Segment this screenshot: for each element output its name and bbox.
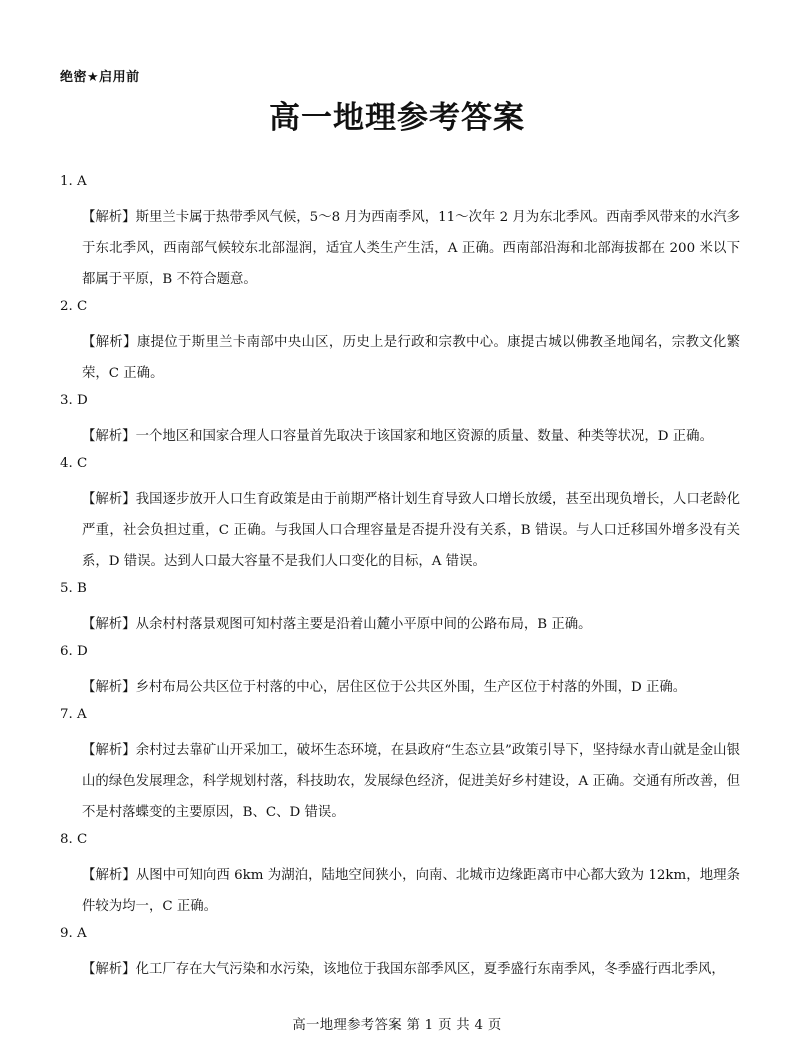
answer-list (60, 170, 740, 985)
analysis-body: 我国逐步放开人口生育政策是由于前期严格计划生育导致人口增长放缓，甚至出现负增长，人口老龄化严重，社会负担过重，C 正确。与我国人口合理容量是否提升没有关系，B 错误。与人口迁移国外增多没有关系，D 错误。达到人口最大容量不是我们人口变化的目标，A 错误。 (82, 492, 740, 569)
answer-item-4 (60, 452, 740, 577)
answer-item-6 (60, 640, 740, 703)
analysis-text (60, 421, 740, 452)
analysis-body: 余村过去靠矿山开采加工，破坏生态环境，在县政府“生态立县”政策引导下，坚持绿水青山就是金山银山的绿色发展理念，科学规划村落，科技助农，发展绿色经济，促进美好乡村建设，A 正确。交通有所改善，但不是村落蝶变的主要原因，B、C、D 错误。 (82, 743, 740, 820)
answer-item-1 (60, 170, 740, 295)
question-number: 5. B (60, 581, 87, 596)
question-number: 1. A (60, 174, 87, 189)
analysis-body: 从余村村落景观图可知村落主要是沿着山麓小平原中间的公路布局，B 正确。 (135, 617, 592, 632)
question-number: 3. D (60, 393, 88, 408)
analysis-label: 【解析】 (82, 492, 136, 507)
confidential-mark: 绝密★启用前 (60, 70, 140, 85)
analysis-label: 【解析】 (82, 429, 136, 444)
analysis-label: 【解析】 (82, 617, 136, 632)
question-number: 4. C (60, 456, 88, 471)
analysis-text (60, 202, 740, 295)
analysis-label: 【解析】 (82, 962, 136, 977)
analysis-text (60, 609, 740, 640)
analysis-body: 化工厂存在大气污染和水污染，该地位于我国东部季风区，夏季盛行东南季风，冬季盛行西北季风， (135, 962, 725, 977)
analysis-label: 【解析】 (82, 210, 136, 225)
analysis-label: 【解析】 (82, 680, 136, 695)
analysis-body: 从图中可知向西 6km 为湖泊，陆地空间狭小，向南、北城市边缘距离市中心都大致为 12km，地理条件较为均一，C 正确。 (82, 868, 741, 914)
analysis-text (60, 954, 740, 985)
answer-item-7 (60, 703, 740, 828)
analysis-label: 【解析】 (82, 335, 137, 350)
answer-item-9 (60, 922, 740, 985)
analysis-label: 【解析】 (82, 868, 136, 883)
analysis-body: 一个地区和国家合理人口容量首先取决于该国家和地区资源的质量、数量、种类等状况，D 正确。 (135, 429, 713, 444)
analysis-text (60, 735, 740, 828)
analysis-text (60, 672, 740, 703)
question-number: 8. C (60, 832, 88, 847)
answer-item-2 (60, 295, 740, 389)
question-number: 6. D (60, 644, 88, 659)
answer-item-8 (60, 828, 740, 922)
analysis-body: 斯里兰卡属于热带季风气候，5～8 月为西南季风，11～次年 2 月为东北季风。西南季风带来的水汽多于东北季风，西南部气候较东北部湿润，适宜人类生产生活，A 正确。西南部沿海和北部海拔都在 200 米以下都属于平原，B 不符合题意。 (82, 210, 741, 287)
analysis-text (60, 860, 740, 922)
analysis-text (60, 484, 740, 577)
answer-item-5 (60, 577, 740, 640)
analysis-body: 乡村布局公共区位于村落的中心，居住区位于公共区外围，生产区位于村落的外围，D 正确。 (135, 680, 687, 695)
question-number: 9. A (60, 926, 87, 941)
analysis-text (60, 327, 740, 389)
analysis-label: 【解析】 (82, 743, 136, 758)
page-title: 高一地理参考答案 (269, 100, 525, 136)
answer-item-3 (60, 389, 740, 452)
page-footer: 高一地理参考答案 第 1 页 共 4 页 (292, 1018, 502, 1033)
question-number: 2. C (60, 299, 88, 314)
question-number: 7. A (60, 707, 87, 722)
analysis-body: 康提位于斯里兰卡南部中央山区，历史上是行政和宗教中心。康提古城以佛教圣地闻名，宗教文化繁荣，C 正确。 (82, 335, 741, 381)
